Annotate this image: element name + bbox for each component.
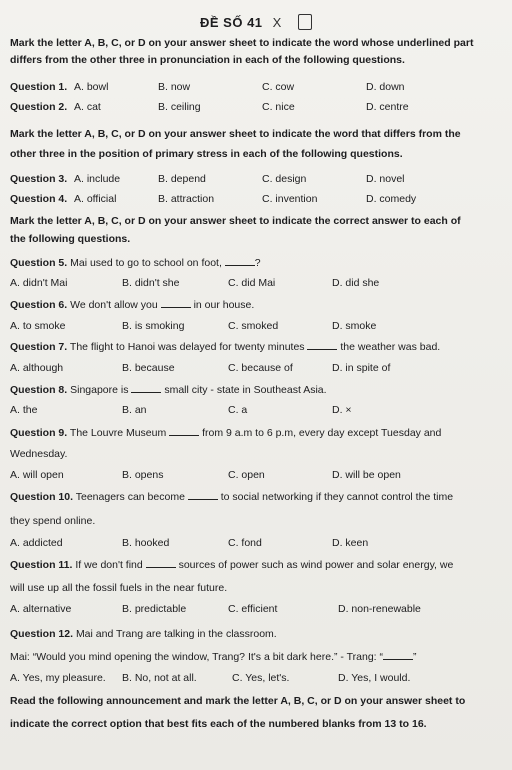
question-7-option-d: D. in spite of (332, 362, 391, 374)
question-2-row (10, 101, 506, 115)
question-11-label: Question 11. (10, 559, 73, 571)
question-6-option-a: A. to smoke (10, 320, 66, 332)
question-3-option-d: D. novel (366, 173, 405, 185)
question-12-text-b: Mai: “Would you mind opening the window, Trang? It's a bit dark here.” - Trang: “ (10, 651, 383, 663)
question-8-label: Question 8. (10, 384, 68, 396)
question-1-label: Question 1. (10, 81, 68, 93)
question-9-stem (10, 426, 506, 440)
question-5-option-a: A. didn't Mai (10, 277, 68, 289)
question-5-option-b: B. didn't she (122, 277, 180, 289)
question-12-label: Question 12. (10, 628, 74, 640)
question-2-option-d: D. centre (366, 101, 409, 113)
question-11-option-b: B. predictable (122, 603, 187, 615)
question-5-text-a: Mai used to go to school on foot, (70, 257, 222, 269)
question-9-text-b: from 9 a.m to 6 p.m, every day except Tuesday and (202, 427, 442, 439)
title-text: ĐỀ SỐ 41 (200, 15, 263, 30)
answer-blank (131, 383, 161, 393)
question-12-stem (10, 627, 506, 641)
question-7-text-a: The flight to Hanoi was delayed for twenty minutes (69, 341, 305, 353)
section3-instruction-line1: Mark the letter A, B, C, or D on your answer sheet to indicate the correct answer to each of (10, 215, 461, 227)
title-handwritten-mark: X (272, 15, 282, 30)
question-12-dialogue (10, 650, 506, 664)
question-2-option-c: C. nice (262, 101, 295, 113)
question-12-text-a: Mai and Trang are talking in the classroom. (75, 628, 277, 640)
question-7-stem (10, 340, 506, 354)
question-10-text-a: Teenagers can become (75, 491, 185, 503)
answer-blank (169, 426, 199, 436)
answer-blank (383, 650, 413, 660)
question-8-options (10, 404, 506, 418)
question-2-option-b: B. ceiling (158, 101, 201, 113)
question-8-option-d: D. × (332, 404, 352, 416)
question-11-stem (10, 558, 506, 572)
question-6-option-b: B. is smoking (122, 320, 185, 332)
answer-blank (146, 558, 176, 568)
question-1-option-a: A. bowl (74, 81, 109, 93)
question-7-text-b: the weather was bad. (340, 341, 441, 353)
answer-blank (188, 490, 218, 500)
question-10-options (10, 537, 506, 551)
question-10-stem (10, 490, 506, 504)
question-10-label: Question 10. (10, 491, 74, 503)
question-1-option-d: D. down (366, 81, 405, 93)
question-12-option-d: D. Yes, I would. (338, 672, 411, 684)
question-4-option-a: A. official (74, 193, 117, 205)
question-9-options (10, 469, 506, 483)
section1-instruction-line2: differs from the other three in pronunciation in each of the following questions. (10, 54, 405, 66)
question-9-option-d: D. will be open (332, 469, 401, 481)
question-4-option-d: D. comedy (366, 193, 417, 205)
question-9-option-a: A. will open (10, 469, 64, 481)
question-12-option-c: C. Yes, let's. (232, 672, 290, 684)
question-11-text-b: sources of power such as wind power and solar energy, we (178, 559, 454, 571)
question-9-option-b: B. opens (122, 469, 164, 481)
question-10-option-b: B. hooked (122, 537, 170, 549)
question-5-option-d: D. did she (332, 277, 380, 289)
question-6-option-c: C. smoked (228, 320, 279, 332)
question-6-option-d: D. smoke (332, 320, 377, 332)
question-11-text-a: If we don't find (75, 559, 143, 571)
question-12-text-c: ” (413, 651, 417, 663)
question-7-option-c: C. because of (228, 362, 293, 374)
question-3-option-b: B. depend (158, 173, 206, 185)
question-7-option-b: B. because (122, 362, 175, 374)
section1-instruction-line1: Mark the letter A, B, C, or D on your answer sheet to indicate the word whose underlined part (10, 37, 474, 49)
question-11-stem-continued: will use up all the fossil fuels in the near future. (10, 582, 228, 594)
question-11-option-c: C. efficient (228, 603, 278, 615)
question-8-option-b: B. an (122, 404, 147, 416)
question-6-stem (10, 298, 506, 312)
question-12-option-a: A. Yes, my pleasure. (10, 672, 106, 684)
section4-instruction-line2: indicate the correct option that best fits each of the numbered blanks from 13 to 16. (10, 718, 427, 730)
question-12-options (10, 672, 506, 686)
question-8-option-c: C. a (228, 404, 248, 416)
answer-blank (307, 340, 337, 350)
question-8-option-a: A. the (10, 404, 38, 416)
question-9-stem-continued: Wednesday. (10, 448, 68, 460)
question-7-label: Question 7. (10, 341, 68, 353)
question-10-option-a: A. addicted (10, 537, 63, 549)
question-8-text-a: Singapore is (70, 384, 129, 396)
question-10-stem-continued: they spend online. (10, 515, 96, 527)
question-3-row (10, 173, 506, 187)
question-5-options (10, 277, 506, 291)
question-8-text-b: small city - state in Southeast Asia. (164, 384, 327, 396)
question-1-option-b: B. now (158, 81, 191, 93)
handwritten-box-mark (298, 14, 312, 30)
section2-instruction-line1: Mark the letter A, B, C, or D on your answer sheet to indicate the word that differs from the (10, 128, 461, 140)
question-3-label: Question 3. (10, 173, 68, 185)
question-11-option-a: A. alternative (10, 603, 72, 615)
question-9-label: Question 9. (10, 427, 68, 439)
question-4-option-c: C. invention (262, 193, 318, 205)
question-5-stem (10, 256, 506, 270)
question-6-label: Question 6. (10, 299, 68, 311)
question-6-text-a: We don't allow you (70, 299, 158, 311)
question-7-options (10, 362, 506, 376)
question-5-label: Question 5. (10, 257, 68, 269)
question-6-text-b: in our house. (193, 299, 255, 311)
question-4-row (10, 193, 506, 207)
question-11-options (10, 603, 506, 617)
section2-instruction-line2: other three in the position of primary stress in each of the following questions. (10, 148, 403, 160)
question-5-text-b: ? (254, 257, 261, 269)
question-9-option-c: C. open (228, 469, 265, 481)
question-1-row (10, 81, 506, 95)
question-3-option-c: C. design (262, 173, 307, 185)
question-8-stem (10, 383, 506, 397)
answer-blank (225, 256, 255, 266)
question-7-option-a: A. although (10, 362, 64, 374)
section3-instruction-line2: the following questions. (10, 233, 131, 245)
question-10-option-d: D. keen (332, 537, 369, 549)
question-4-option-b: B. attraction (158, 193, 215, 205)
question-6-options (10, 320, 506, 334)
question-10-text-b: to social networking if they cannot control the time (220, 491, 454, 503)
question-2-label: Question 2. (10, 101, 68, 113)
question-2-option-a: A. cat (74, 101, 101, 113)
question-12-option-b: B. No, not at all. (122, 672, 197, 684)
question-9-text-a: The Louvre Museum (69, 427, 167, 439)
question-4-label: Question 4. (10, 193, 68, 205)
question-1-option-c: C. cow (262, 81, 295, 93)
page-title (0, 14, 512, 30)
question-10-option-c: C. fond (228, 537, 262, 549)
question-11-option-d: D. non-renewable (338, 603, 421, 615)
question-5-option-c: C. did Mai (228, 277, 276, 289)
section4-instruction-line1: Read the following announcement and mark the letter A, B, C, or D on your answer sheet to (10, 695, 466, 707)
question-3-option-a: A. include (74, 173, 121, 185)
answer-blank (161, 298, 191, 308)
